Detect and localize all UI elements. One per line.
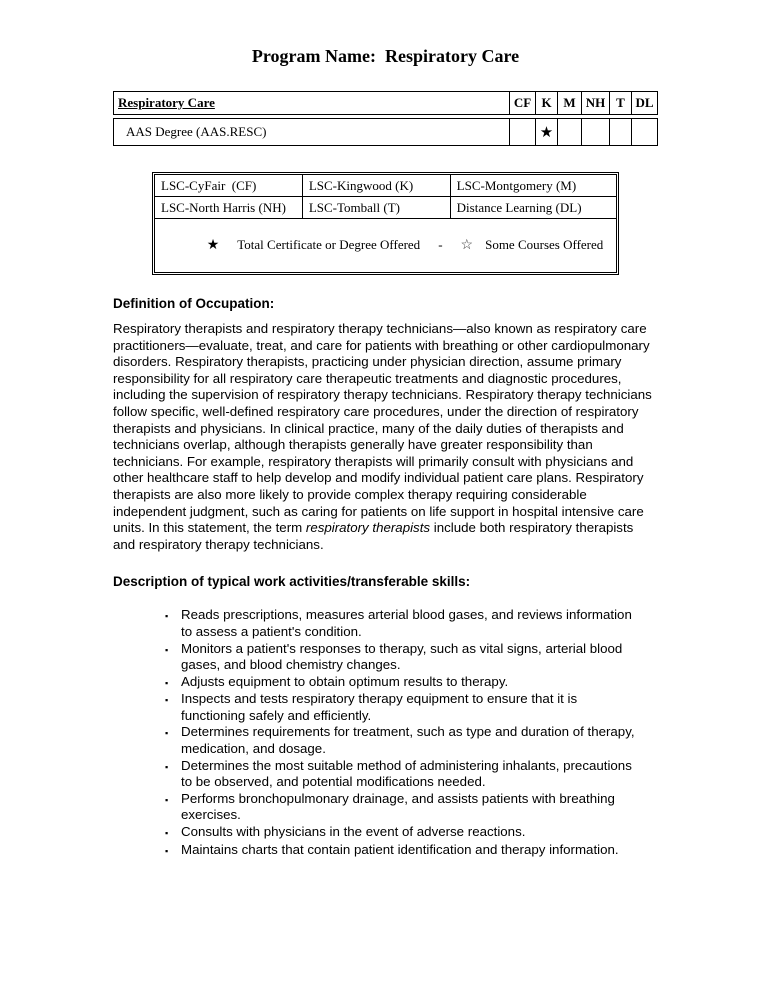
legend-row-1	[155, 175, 617, 197]
mark-cell-m	[557, 119, 581, 145]
page-title: Program Name: Respiratory Care	[251, 46, 520, 66]
program-name-cell	[114, 92, 509, 114]
legend-footer	[155, 219, 617, 273]
list-item	[165, 674, 640, 692]
degree-row	[113, 118, 658, 146]
legend-cell-kingwood: LSC-Kingwood (K)	[302, 175, 450, 197]
filled-star-icon: ★	[206, 238, 220, 253]
definition-text-1: Respiratory therapists and respiratory therapy technicians—also known as respiratory care practitioners—evaluate, treat, and care for patients with breathing or other cardiopulmonary disorders. Respiratory therapists, practicing under physician direction, assume primary responsibility for all respiratory care therapeutic treatments and diagnostic procedures, including the supervision of respiratory therapy technicians. Respiratory therapy technicians follow specific, well-defined respiratory care procedures, under the direction of respiratory therapists and physicians. In clinical practice, many of the daily duties of therapists and technicians overlap, although therapists generally have greater responsibility than technicians. For example, respiratory therapists will primarily consult with physicians and other healthcare staff to help develop and modify individual patient care plans. Respiratory therapists are also more likely to provide complex therapy requiring considerable independent judgment, such as caring for patients on life support in hospital intensive care units. In this statement, the term	[113, 321, 652, 536]
list-item-text: Determines the most suitable method of administering inhalants, precautions to be observed, and potential modifications needed.	[181, 757, 632, 790]
legend-cell-cyfair: LSC-CyFair (CF)	[155, 175, 303, 197]
column-header-cf: CF	[509, 92, 535, 114]
list-item	[165, 842, 640, 860]
list-item-text: Adjusts equipment to obtain optimum results to therapy.	[181, 673, 509, 689]
filled-star-label: Total Certificate or Degree Offered	[237, 237, 421, 252]
definition-paragraph	[113, 321, 658, 553]
list-item-text: Maintains charts that contain patient identification and therapy information.	[181, 841, 619, 857]
definition-heading: Definition of Occupation:	[113, 296, 275, 311]
open-star-icon: ☆	[460, 238, 474, 253]
skills-heading: Description of typical work activities/transferable skills:	[113, 574, 471, 590]
list-item-text: Determines requirements for treatment, such as type and duration of therapy, medication, and dosage.	[181, 724, 635, 757]
program-table-header-row	[113, 91, 658, 115]
legend-row-2	[155, 197, 617, 219]
column-header-nh: NH	[581, 92, 609, 114]
legend-table	[152, 172, 619, 275]
list-item-text: Consults with physicians in the event of adverse reactions.	[181, 824, 526, 840]
degree-label: AAS Degree (AAS.RESC)	[126, 124, 267, 139]
list-item	[165, 791, 640, 824]
legend-cell-tomball: LSC-Tomball (T)	[302, 197, 450, 219]
skills-list	[113, 607, 658, 859]
list-item	[165, 724, 640, 757]
legend-cell-north-harris: LSC-North Harris (NH)	[155, 197, 303, 219]
square-bullet-icon: ▪	[165, 828, 169, 839]
mark-cell-nh	[581, 119, 609, 145]
legend-cell-distance-learning: Distance Learning (DL)	[450, 197, 616, 219]
list-item-text: Reads prescriptions, measures arterial blood gases, and reviews information to assess a patient's condition.	[181, 607, 632, 639]
program-table	[113, 91, 658, 146]
list-item-text: Inspects and tests respiratory therapy equipment to ensure that it is functioning safely and efficiently.	[181, 691, 578, 723]
square-bullet-icon: ▪	[165, 845, 169, 856]
mark-cell-cf	[509, 119, 535, 145]
list-item	[165, 691, 640, 724]
square-bullet-icon: ▪	[165, 728, 169, 739]
column-header-dl: DL	[631, 92, 657, 114]
legend-cell-montgomery: LSC-Montgomery (M)	[450, 175, 616, 197]
square-bullet-icon: ▪	[165, 695, 169, 706]
list-item-text: Performs bronchopulmonary drainage, and assists patients with breathing exercises.	[181, 790, 615, 823]
mark-cell-dl	[631, 119, 657, 145]
square-bullet-icon: ▪	[165, 761, 169, 772]
column-header-t: T	[609, 92, 631, 114]
definition-text-2: include both respiratory therapists and respiratory therapy technicians.	[113, 520, 634, 552]
column-header-k: K	[535, 92, 557, 114]
list-item	[165, 824, 640, 842]
square-bullet-icon: ▪	[165, 644, 169, 655]
square-bullet-icon: ▪	[165, 611, 169, 622]
list-item	[165, 641, 640, 674]
square-bullet-icon: ▪	[165, 677, 169, 688]
mark-cell-t	[609, 119, 631, 145]
list-item	[165, 758, 640, 791]
list-item-text: Monitors a patient's responses to therapy, such as vital signs, arterial blood gases, and blood chemistry changes.	[181, 640, 623, 673]
legend-separator: -	[438, 237, 443, 252]
column-header-m: M	[557, 92, 581, 114]
program-name-label: Respiratory Care	[118, 95, 215, 110]
legend-footer-row	[155, 219, 617, 273]
open-star-label: Some Courses Offered	[485, 237, 604, 252]
square-bullet-icon: ▪	[165, 794, 169, 805]
list-item	[165, 607, 640, 640]
degree-star-icon: ★	[535, 119, 557, 145]
definition-italic-term: respiratory therapists	[305, 520, 431, 536]
